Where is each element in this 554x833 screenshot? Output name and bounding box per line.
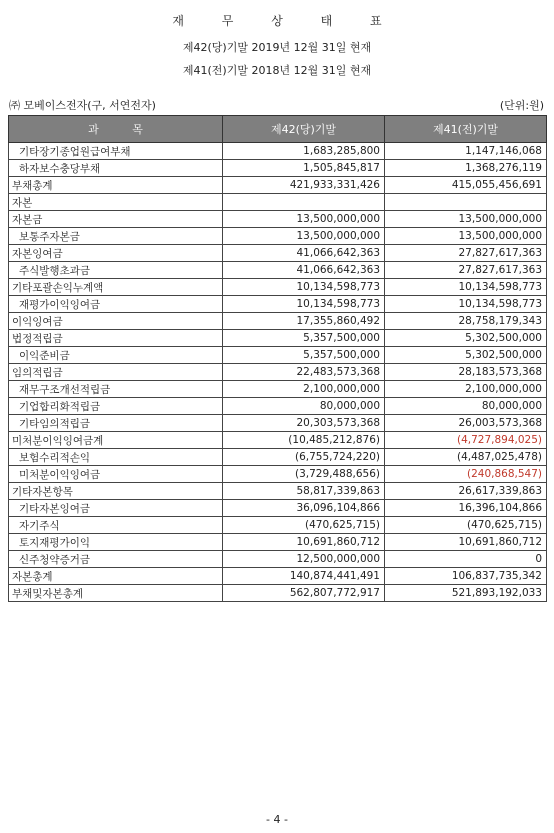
table-row	[9, 245, 547, 262]
row-label: 부채총계	[9, 177, 223, 194]
row-label: 신주청약증거금	[9, 551, 223, 568]
row-label: 임의적립금	[9, 364, 223, 381]
row-label: 미처분이익잉여금	[9, 466, 223, 483]
row-prior-value: 1,368,276,119	[385, 160, 547, 177]
table-row	[9, 262, 547, 279]
table-row	[9, 177, 547, 194]
row-label: 주식발행초과금	[9, 262, 223, 279]
row-label: 기타포괄손익누계액	[9, 279, 223, 296]
table-row	[9, 381, 547, 398]
row-label: 부채및자본총계	[9, 585, 223, 602]
row-current-value: 10,134,598,773	[223, 279, 385, 296]
row-current-value: (470,625,715)	[223, 517, 385, 534]
row-current-value: 10,134,598,773	[223, 296, 385, 313]
row-prior-value: 2,100,000,000	[385, 381, 547, 398]
row-current-value: 2,100,000,000	[223, 381, 385, 398]
row-current-value: 80,000,000	[223, 398, 385, 415]
table-row	[9, 568, 547, 585]
balance-sheet-table	[8, 115, 547, 602]
row-label: 보험수리적손익	[9, 449, 223, 466]
row-label: 자본금	[9, 211, 223, 228]
row-current-value: 20,303,573,368	[223, 415, 385, 432]
row-prior-value: 1,147,146,068	[385, 143, 547, 160]
row-label: 기타자본잉여금	[9, 500, 223, 517]
row-current-value: 22,483,573,368	[223, 364, 385, 381]
row-prior-value: 28,183,573,368	[385, 364, 547, 381]
table-row	[9, 398, 547, 415]
table-row	[9, 347, 547, 364]
row-current-value: 10,691,860,712	[223, 534, 385, 551]
row-prior-value: 521,893,192,033	[385, 585, 547, 602]
row-prior-value: (240,868,547)	[385, 466, 547, 483]
row-prior-value	[385, 194, 547, 211]
row-label: 하자보수충당부채	[9, 160, 223, 177]
row-label: 기타임의적립금	[9, 415, 223, 432]
row-prior-value: 26,003,573,368	[385, 415, 547, 432]
row-current-value: 12,500,000,000	[223, 551, 385, 568]
row-prior-value: (4,727,894,025)	[385, 432, 547, 449]
table-row	[9, 517, 547, 534]
row-label: 재무구조개선적립금	[9, 381, 223, 398]
table-row	[9, 432, 547, 449]
table-row	[9, 364, 547, 381]
table-row	[9, 296, 547, 313]
period-prior: 제41(전)기말 2018년 12월 31일 현재	[182, 64, 372, 77]
row-label: 이익잉여금	[9, 313, 223, 330]
row-label: 기타자본항목	[9, 483, 223, 500]
row-prior-value: 80,000,000	[385, 398, 547, 415]
row-label: 자본총계	[9, 568, 223, 585]
page-title: 재 무 상 태 표	[172, 14, 382, 28]
row-prior-value: 13,500,000,000	[385, 228, 547, 245]
row-current-value: 421,933,331,426	[223, 177, 385, 194]
row-current-value: 140,874,441,491	[223, 568, 385, 585]
row-label: 미처분이익잉여금계	[9, 432, 223, 449]
row-prior-value: 16,396,104,866	[385, 500, 547, 517]
row-current-value: 41,066,642,363	[223, 262, 385, 279]
row-label: 법정적립금	[9, 330, 223, 347]
row-prior-value: 106,837,735,342	[385, 568, 547, 585]
row-current-value: (3,729,488,656)	[223, 466, 385, 483]
row-prior-value: 415,055,456,691	[385, 177, 547, 194]
row-label: 토지재평가이익	[9, 534, 223, 551]
row-label: 자본	[9, 194, 223, 211]
table-row	[9, 415, 547, 432]
page-number: - 4 -	[266, 813, 288, 826]
row-prior-value: 0	[385, 551, 547, 568]
row-current-value: (6,755,724,220)	[223, 449, 385, 466]
row-current-value: 562,807,772,917	[223, 585, 385, 602]
row-prior-value: 10,691,860,712	[385, 534, 547, 551]
row-label: 보통주자본금	[9, 228, 223, 245]
row-current-value: (10,485,212,876)	[223, 432, 385, 449]
row-current-value: 58,817,339,863	[223, 483, 385, 500]
row-prior-value: 10,134,598,773	[385, 296, 547, 313]
row-prior-value: (470,625,715)	[385, 517, 547, 534]
row-label: 기업합리화적립금	[9, 398, 223, 415]
header-account: 과 목	[9, 116, 223, 143]
row-current-value	[223, 194, 385, 211]
row-prior-value: (4,487,025,478)	[385, 449, 547, 466]
table-row	[9, 585, 547, 602]
table-row	[9, 466, 547, 483]
row-prior-value: 26,617,339,863	[385, 483, 547, 500]
row-current-value: 13,500,000,000	[223, 211, 385, 228]
row-prior-value: 5,302,500,000	[385, 347, 547, 364]
table-row	[9, 194, 547, 211]
table-header-row	[9, 116, 547, 143]
row-current-value: 5,357,500,000	[223, 330, 385, 347]
table-row	[9, 551, 547, 568]
table-row	[9, 228, 547, 245]
period-current: 제42(당)기말 2019년 12월 31일 현재	[182, 41, 372, 54]
table-row	[9, 211, 547, 228]
row-label: 자본잉여금	[9, 245, 223, 262]
row-current-value: 5,357,500,000	[223, 347, 385, 364]
table-row	[9, 279, 547, 296]
table-row	[9, 449, 547, 466]
table-row	[9, 330, 547, 347]
row-current-value: 17,355,860,492	[223, 313, 385, 330]
row-prior-value: 5,302,500,000	[385, 330, 547, 347]
row-label: 자기주식	[9, 517, 223, 534]
row-label: 기타장기종업원급여부채	[9, 143, 223, 160]
row-prior-value: 28,758,179,343	[385, 313, 547, 330]
table-row	[9, 534, 547, 551]
row-current-value: 13,500,000,000	[223, 228, 385, 245]
row-current-value: 1,683,285,800	[223, 143, 385, 160]
row-current-value: 36,096,104,866	[223, 500, 385, 517]
row-label: 이익준비금	[9, 347, 223, 364]
row-current-value: 1,505,845,817	[223, 160, 385, 177]
table-row	[9, 483, 547, 500]
table-row	[9, 500, 547, 517]
table-row	[9, 160, 547, 177]
unit-label: (단위:원)	[499, 99, 544, 112]
row-prior-value: 13,500,000,000	[385, 211, 547, 228]
table-row	[9, 313, 547, 330]
row-prior-value: 10,134,598,773	[385, 279, 547, 296]
row-current-value: 41,066,642,363	[223, 245, 385, 262]
company-name: ㈜ 모베이스전자(구, 서연전자)	[9, 99, 156, 112]
table-row	[9, 143, 547, 160]
row-label: 재평가이익잉여금	[9, 296, 223, 313]
header-current: 제42(당)기말	[223, 116, 385, 143]
header-prior: 제41(전)기말	[385, 116, 547, 143]
row-prior-value: 27,827,617,363	[385, 245, 547, 262]
row-prior-value: 27,827,617,363	[385, 262, 547, 279]
